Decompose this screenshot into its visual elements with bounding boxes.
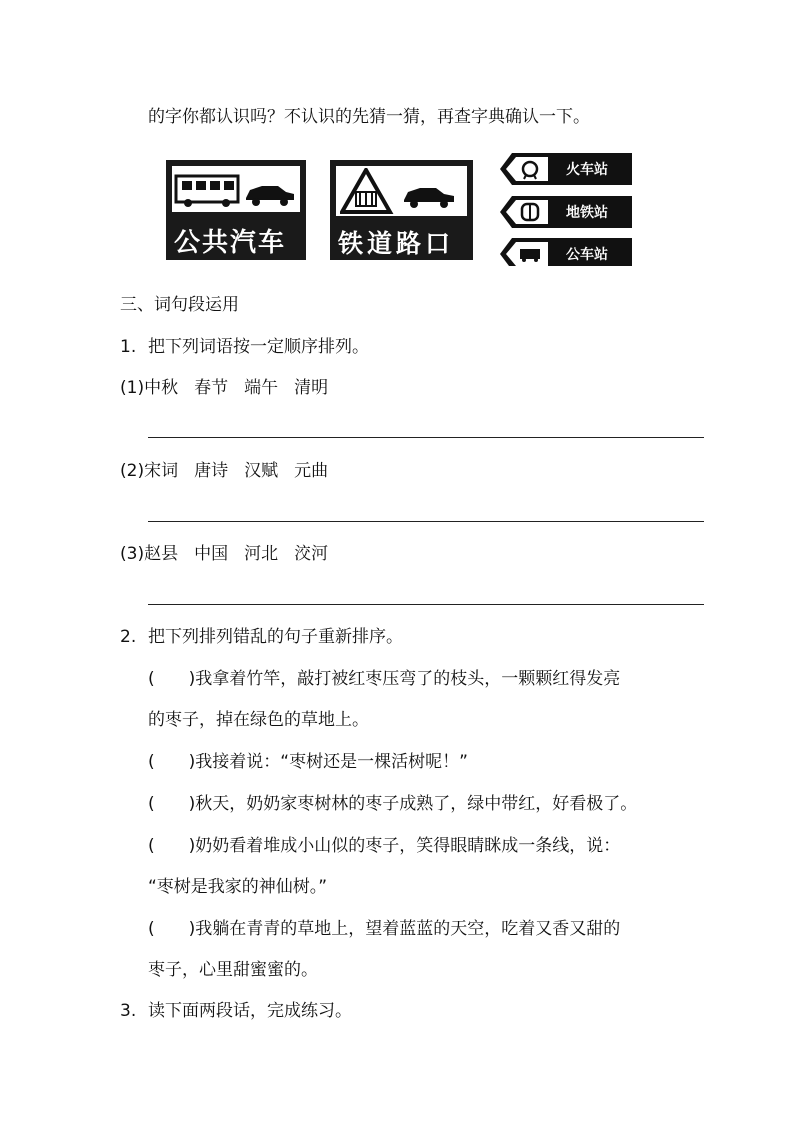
question-3-number: 3. <box>120 1001 137 1021</box>
sentence-text: 我拿着竹竿，敲打被红枣压弯了的枝头，一颗颗红得发亮 <box>195 669 621 689</box>
answer-line-2[interactable] <box>148 521 704 522</box>
sentence-text: 奶奶看着堆成小山似的枣子，笑得眼睛眯成一条线，说： <box>195 836 621 856</box>
bus-stop-sign-text: 公共汽车站 <box>174 228 287 295</box>
direction-label-bus-station: 公车站 <box>566 247 608 263</box>
question-2-prompt: 把下列排列错乱的句子重新排序。 <box>148 627 403 647</box>
q1-item-3-label: (3) <box>120 544 145 564</box>
sentence-4 <box>148 835 620 857</box>
bus-stop-sign <box>166 160 306 295</box>
section-title: 三、词句段运用 <box>120 295 239 315</box>
order-blank[interactable]: ( ) <box>148 669 196 689</box>
answer-line-1[interactable] <box>148 437 704 438</box>
q1-item-2-label: (2) <box>120 461 145 481</box>
question-2 <box>120 626 403 648</box>
sentence-4-continued: “枣树是我家的神仙树。” <box>148 877 328 897</box>
bus-and-car-icon <box>174 172 298 208</box>
rail-crossing-sign-text: 铁道路口 <box>338 229 455 258</box>
rail-crossing-icon <box>340 168 464 214</box>
question-1-number: 1. <box>120 337 137 357</box>
word: 宋词 <box>144 461 179 481</box>
sentence-1 <box>148 668 620 690</box>
word: 河北 <box>244 544 279 564</box>
word: 端午 <box>244 378 279 398</box>
order-blank[interactable]: ( ) <box>148 919 196 939</box>
word: 中国 <box>194 544 229 564</box>
question-1 <box>120 336 369 358</box>
word: 赵县 <box>144 544 179 564</box>
q1-item-1 <box>120 377 344 399</box>
word: 清明 <box>294 378 329 398</box>
sentence-text: 我躺在青青的草地上，望着蓝蓝的天空，吃着又香又甜的 <box>195 919 621 939</box>
word: 春节 <box>194 378 229 398</box>
question-3 <box>120 1000 352 1022</box>
sentence-5-continued: 枣子，心里甜蜜蜜的。 <box>148 960 318 980</box>
sentence-5 <box>148 918 620 940</box>
order-blank[interactable]: ( ) <box>148 752 196 772</box>
sentence-2 <box>148 751 468 773</box>
question-1-prompt: 把下列词语按一定顺序排列。 <box>148 337 369 357</box>
direction-sign-metro-station <box>500 196 632 228</box>
word: 元曲 <box>294 461 329 481</box>
q1-item-1-label: (1) <box>120 378 145 398</box>
sentence-text: 秋天，奶奶家枣树林的枣子成熟了，绿中带红，好看极了。 <box>195 794 638 814</box>
order-blank[interactable]: ( ) <box>148 794 196 814</box>
direction-sign-train-station <box>500 153 632 185</box>
order-blank[interactable]: ( ) <box>148 836 196 856</box>
direction-sign-bus-station <box>500 238 632 266</box>
q1-item-2 <box>120 460 344 482</box>
question-2-number: 2. <box>120 627 137 647</box>
word: 中秋 <box>144 378 179 398</box>
intro-text: 的字你都认识吗？不认识的先猜一猜，再查字典确认一下。 <box>148 107 590 127</box>
sentence-3 <box>148 793 637 815</box>
q1-item-3 <box>120 543 344 565</box>
sentence-text: 我接着说：“枣树还是一棵活树呢！” <box>195 752 468 772</box>
rail-crossing-sign <box>330 160 473 260</box>
question-3-prompt: 读下面两段话，完成练习。 <box>148 1001 352 1021</box>
direction-label-metro-station: 地铁站 <box>566 205 608 221</box>
direction-label-train-station: 火车站 <box>566 162 608 178</box>
word: 唐诗 <box>194 461 229 481</box>
word: 汉赋 <box>244 461 279 481</box>
word: 洨河 <box>294 544 329 564</box>
sentence-1-continued: 的枣子，掉在绿色的草地上。 <box>148 710 369 730</box>
answer-line-3[interactable] <box>148 604 704 605</box>
